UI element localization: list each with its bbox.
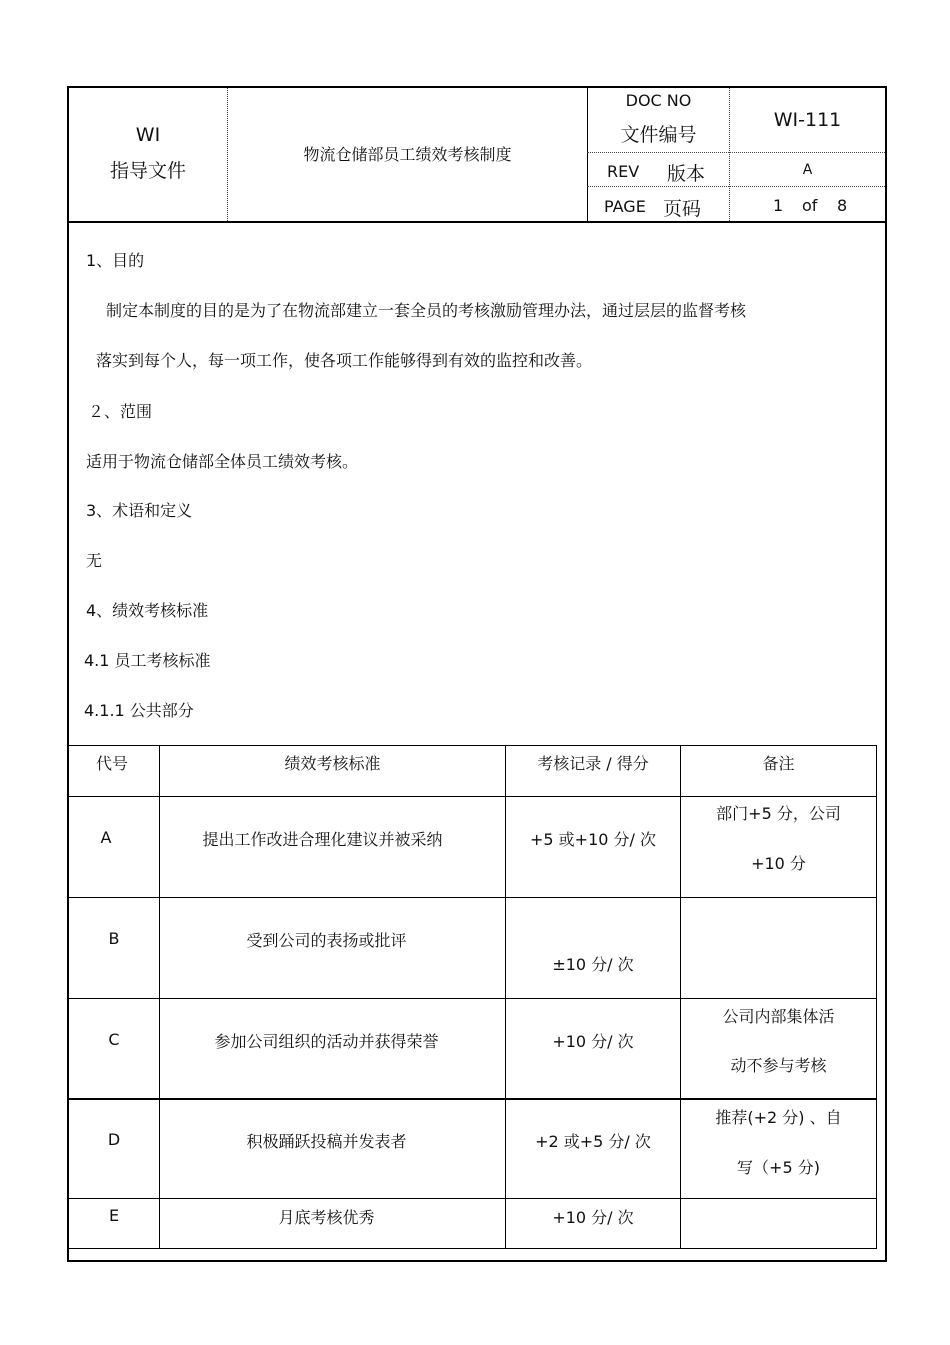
table-header-standard: 绩效考核标准 [284, 754, 381, 773]
table-line-5 [68, 1198, 876, 1199]
section-2-heading: ２、范围 [88, 402, 153, 421]
header-row-line-1 [587, 152, 885, 153]
page-current: 1 [773, 196, 784, 215]
section-4-1-1-heading: 4.1.1 公共部分 [84, 701, 194, 720]
table-row-b-standard: 受到公司的表扬或批评 [246, 931, 407, 950]
table-row-a-note-line-2: +10 分 [751, 854, 806, 873]
table-row-b-score: ±10 分/ 次 [552, 955, 634, 974]
table-line-bottom [68, 1248, 876, 1249]
table-row-c-note-line-2: 动不参与考核 [730, 1056, 827, 1075]
table-line-1 [68, 796, 876, 797]
table-row-b-code: B [108, 929, 120, 948]
doc-no-label-en: DOC NO [625, 91, 692, 110]
doc-type-name: 指导文件 [109, 160, 186, 182]
header-bottom-line [67, 221, 887, 223]
table-header-note: 备注 [762, 754, 795, 773]
doc-no-value: WI-111 [773, 109, 842, 131]
section-1-heading: 1、目的 [86, 251, 145, 270]
table-header-code: 代号 [95, 754, 128, 773]
rev-label-en: REV [607, 162, 640, 181]
table-line-top [68, 745, 876, 746]
table-line-3 [68, 998, 876, 999]
table-col-line-2 [505, 745, 506, 1249]
doc-no-label-cn: 文件编号 [620, 124, 697, 146]
section-1-paragraph-line-2: 落实到每个人，每一项工作，使各项工作能够得到有效的监控和改善。 [96, 351, 593, 370]
table-row-c-score: +10 分/ 次 [552, 1032, 634, 1051]
table-row-e-standard: 月底考核优秀 [278, 1208, 375, 1227]
table-row-a-note-line-1: 部门+5 分，公司 [716, 804, 841, 823]
table-col-line-1 [159, 745, 160, 1249]
rev-label-cn: 版本 [667, 163, 706, 185]
table-row-d-score: +2 或+5 分/ 次 [535, 1132, 651, 1151]
table-header-score: 考核记录 / 得分 [537, 754, 649, 773]
section-1-paragraph-line-1: 制定本制度的目的是为了在物流部建立一套全员的考核激励管理办法，通过层层的监督考核 [106, 301, 747, 320]
table-row-c-note-line-1: 公司内部集体活 [722, 1007, 835, 1026]
document-title: 物流仓储部员工绩效考核制度 [303, 145, 512, 164]
table-col-line-4 [876, 745, 877, 1249]
table-row-a-score: +5 或+10 分/ 次 [529, 830, 656, 849]
section-4-1-heading: 4.1 员工考核标准 [84, 651, 211, 670]
doc-type-code: WI [135, 124, 161, 146]
section-2-text: 适用于物流仓储部全体员工绩效考核。 [86, 452, 359, 471]
page-total: 8 [837, 196, 848, 215]
section-3-heading: 3、术语和定义 [86, 501, 193, 520]
table-row-d-note-line-2: 写（+5 分) [737, 1158, 820, 1177]
section-3-text: 无 [86, 551, 103, 570]
table-row-e-score: +10 分/ 次 [552, 1208, 634, 1227]
table-row-c-code: C [108, 1030, 120, 1049]
table-row-a-code: A [100, 828, 112, 847]
page-label-cn: 页码 [663, 198, 702, 220]
document-frame [67, 86, 887, 1262]
page-of: of [802, 196, 818, 215]
rev-value: A [802, 162, 813, 178]
table-row-d-note-line-1: 推荐(+2 分) 、自 [715, 1108, 842, 1127]
table-row-a-standard: 提出工作改进合理化建议并被采纳 [202, 830, 443, 849]
table-row-e-code: E [108, 1206, 120, 1225]
table-row-d-standard: 积极踊跃投稿并发表者 [246, 1132, 407, 1151]
section-4-heading: 4、绩效考核标准 [86, 601, 209, 620]
table-row-d-code: D [107, 1130, 121, 1149]
page-label-en: PAGE [604, 197, 646, 216]
table-line-4 [68, 1098, 876, 1100]
header-row-line-2 [587, 186, 885, 187]
table-row-c-standard: 参加公司组织的活动并获得荣誉 [214, 1032, 439, 1051]
header-divider-3 [729, 88, 730, 221]
table-line-2 [68, 897, 876, 898]
